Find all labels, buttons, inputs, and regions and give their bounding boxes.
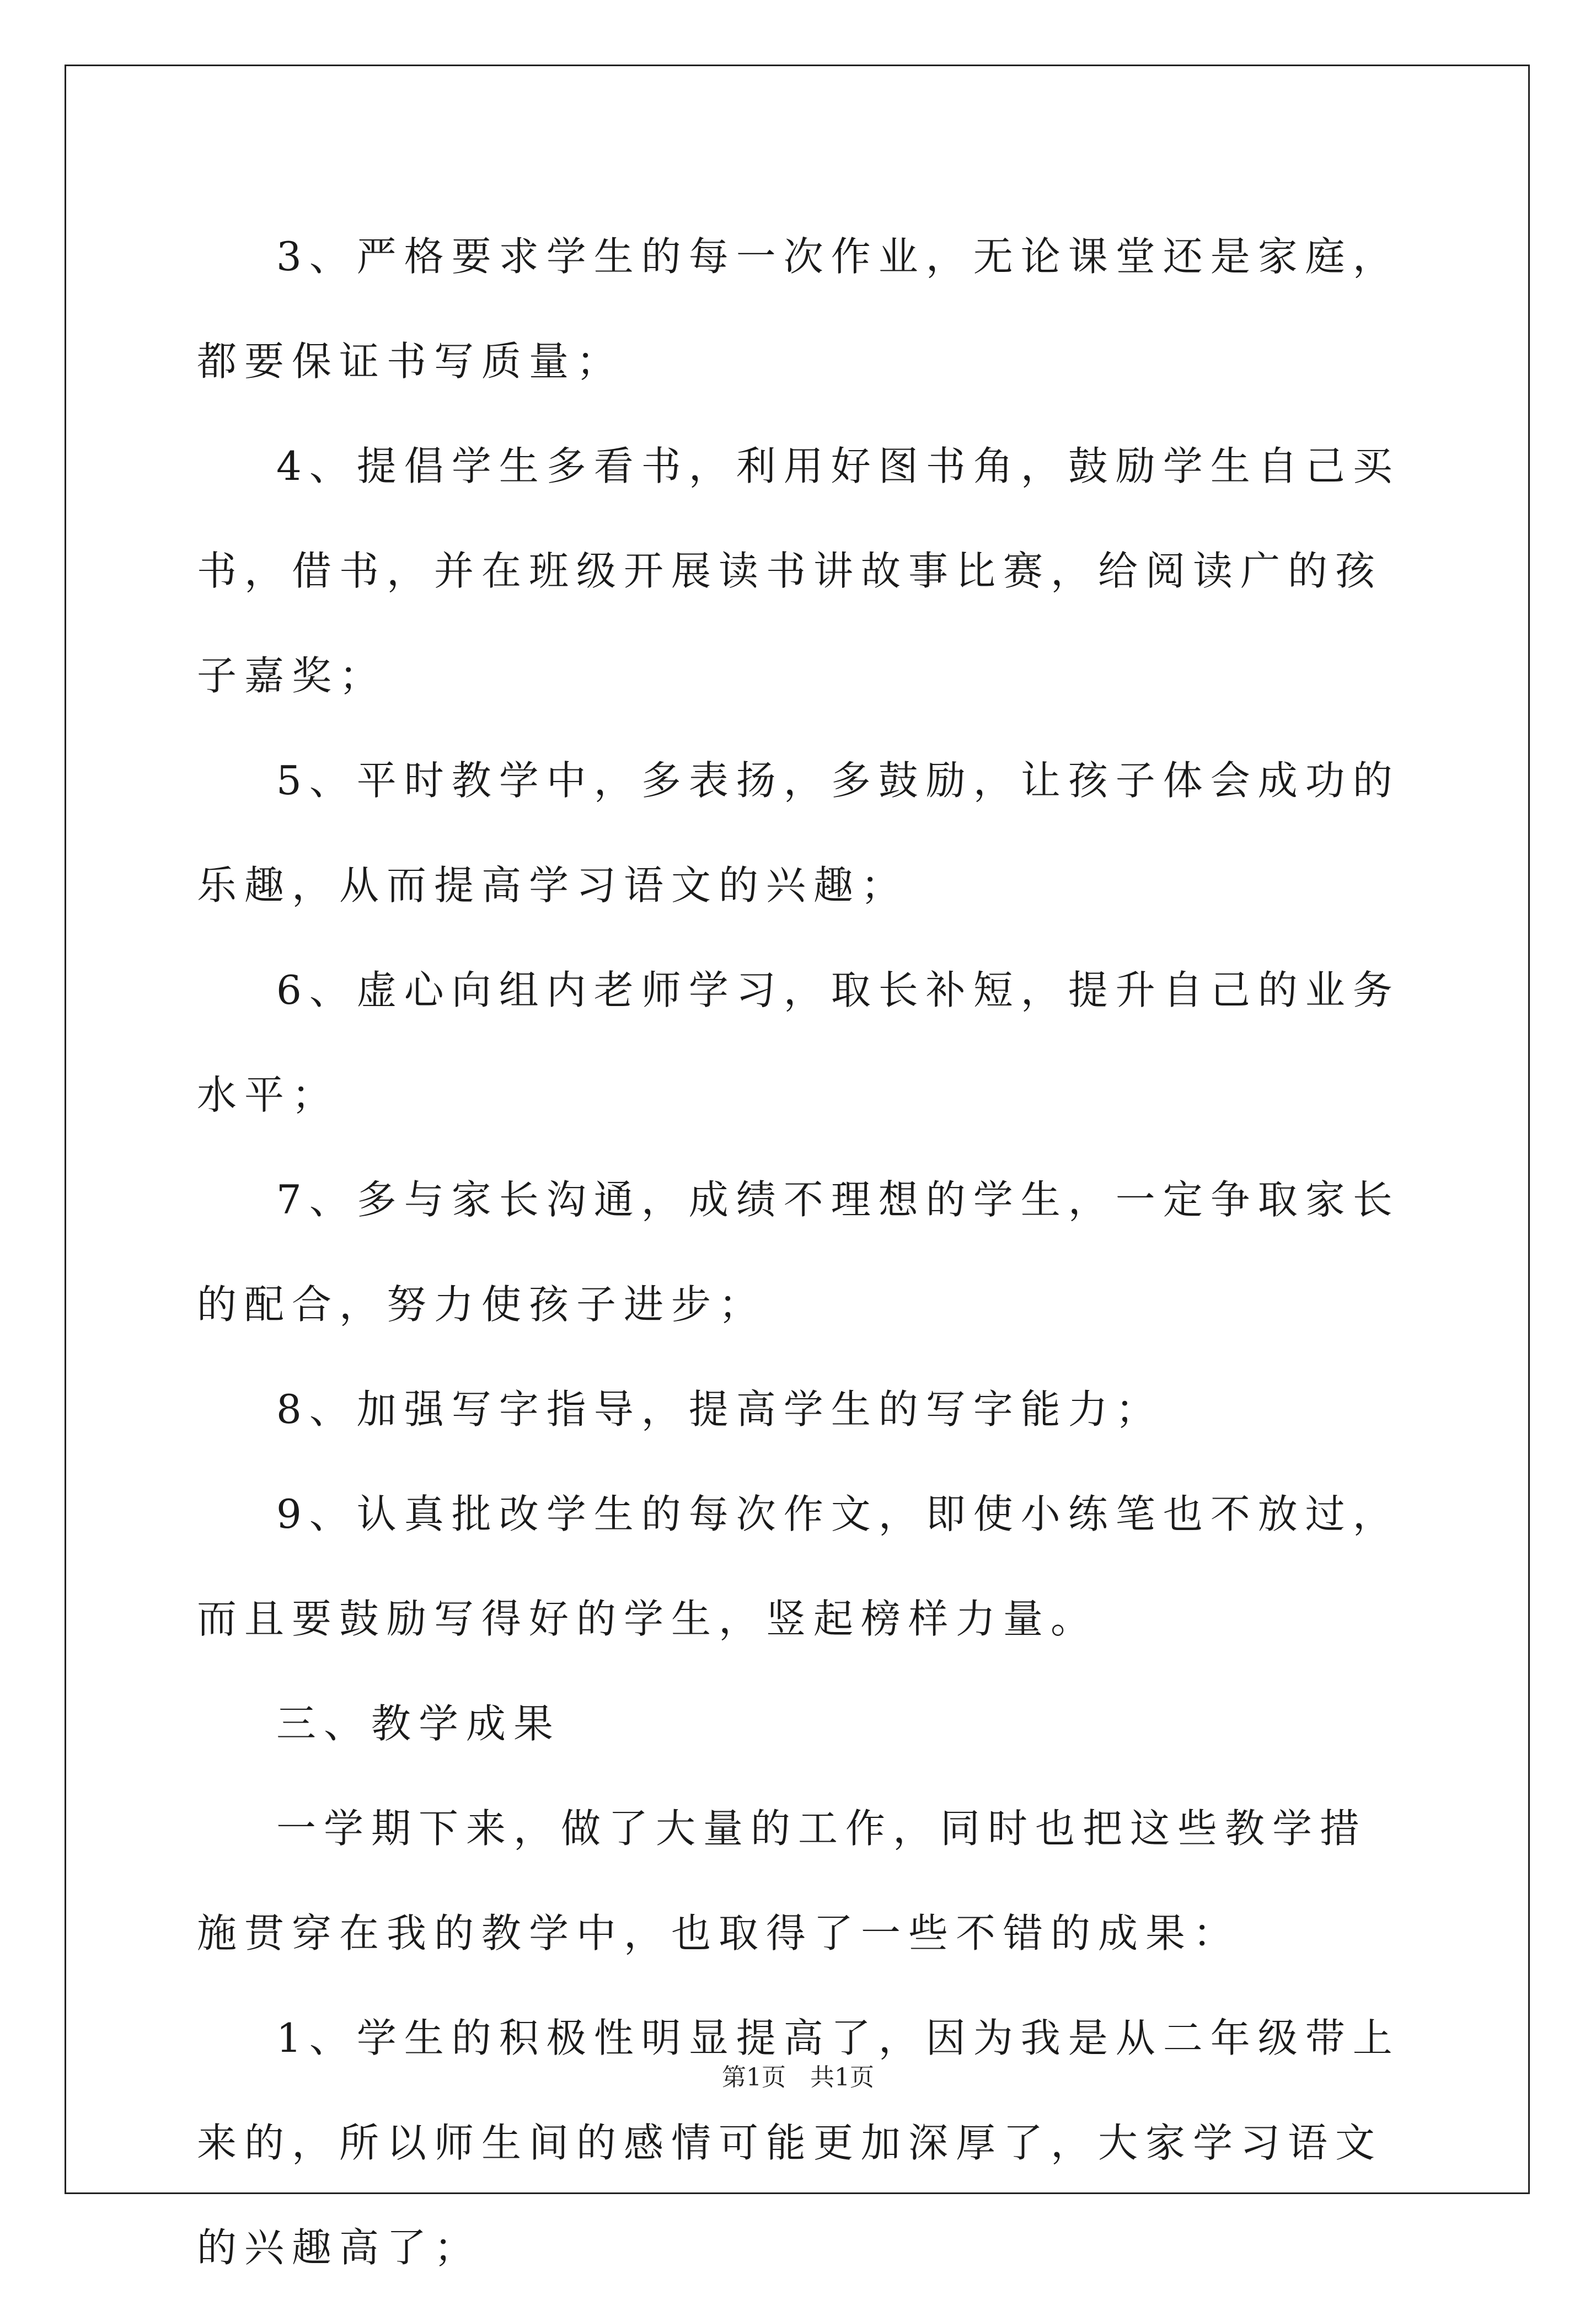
paragraph-item-5: 5、平时教学中，多表扬，多鼓励，让孩子体会成功的乐趣，从而提高学习语文的兴趣；	[197, 757, 1400, 908]
document-body	[197, 204, 1410, 2300]
paragraph-item-7: 7、多与家长沟通，成绩不理想的学生，一定争取家长的配合，努力使孩子进步；	[197, 1176, 1400, 1328]
paragraph-item-3: 3、严格要求学生的每一次作业，无论课堂还是家庭，都要保证书写质量；	[197, 233, 1400, 384]
paragraph-summary: 一学期下来，做了大量的工作，同时也把这些教学措施贯穿在我的教学中，也取得了一些不错的成果：	[197, 1805, 1368, 1956]
paragraph-item-8: 8、加强写字指导，提高学生的写字能力；	[276, 1386, 1163, 1432]
section-heading-results: 三、教学成果	[276, 1700, 561, 1747]
paragraph-item-6: 6、虚心向组内老师学习，取长补短，提升自己的业务水平；	[197, 967, 1400, 1118]
page-number-footer: 第1页 共1页	[722, 2063, 874, 2092]
paragraph-item-4: 4、提倡学生多看书，利用好图书角，鼓励学生自己买书，借书，并在班级开展读书讲故事比赛，给阅读广的孩子嘉奖；	[197, 443, 1400, 699]
paragraph-result-1: 1、学生的积极性明显提高了，因为我是从二年级带上来的，所以师生间的感情可能更加深厚了，大家学习语文的兴趣高了；	[197, 2015, 1400, 2271]
paragraph-item-9: 9、认真批改学生的每次作文，即使小练笔也不放过，而且要鼓励写得好的学生，竖起榜样力量。	[197, 1491, 1400, 1642]
